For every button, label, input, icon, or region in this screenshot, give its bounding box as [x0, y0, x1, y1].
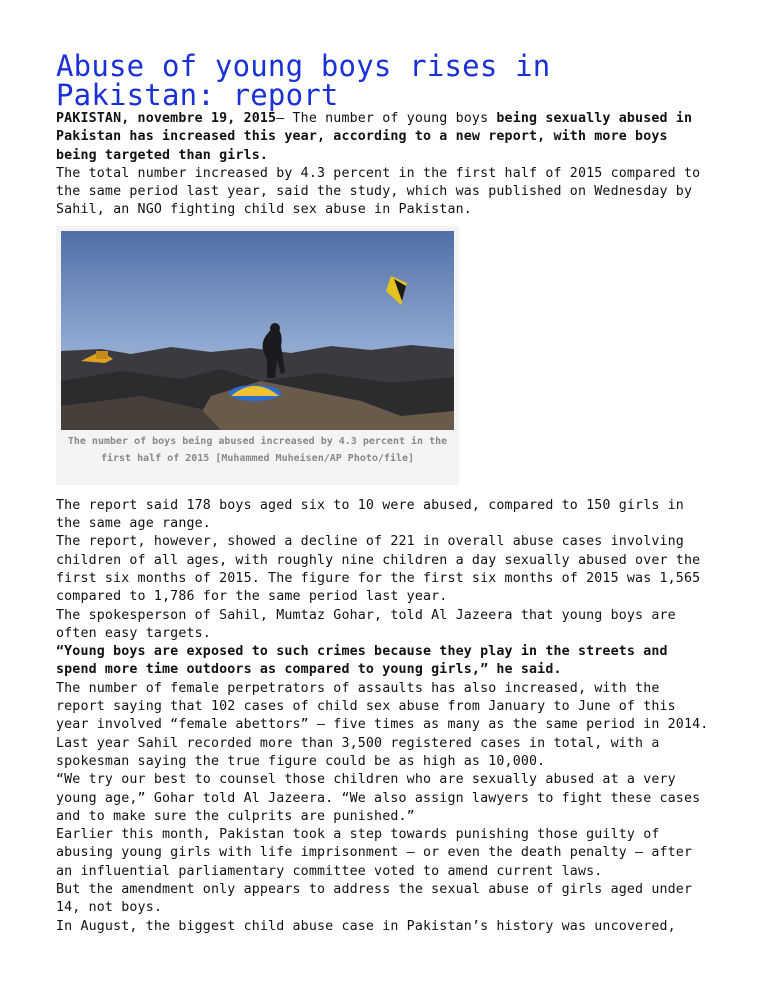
article-photo [61, 231, 454, 430]
paragraph: The number of female perpetrators of assaults has also increased, with the report saying that 102 cases of child sex abuse from January to June of this year involved “female abettors” – five times as many as the same period in 2014. [56, 680, 709, 733]
paragraph: The total number increased by 4.3 percent in the first half of 2015 compared to the same period last year, said the study, which was published on Wednesday by Sahil, an NGO fighting child sex abuse in Pakistan. [56, 165, 709, 218]
article-body [56, 497, 716, 936]
article-figure [56, 226, 459, 485]
paragraph: “We try our best to counsel those children who are sexually abused at a very young age,” Gohar told Al Jazeera. “We also assign lawyers to fight these cases and to make sure the culprits are punished.” [56, 772, 709, 824]
paragraph: Earlier this month, Pakistan took a step towards punishing those guilty of abusing young girls with life imprisonment – or even the death penalty – after an influential parliamentary committee voted to amend current laws. [56, 827, 701, 879]
article-intro [56, 110, 716, 165]
paragraph: But the amendment only appears to address the sexual abuse of girls aged under 14, not boys. [56, 882, 701, 916]
dateline: PAKISTAN, novembre 19, 2015 [56, 111, 277, 126]
paragraph: The report, however, showed a decline of 221 in overall abuse cases involving children of all ages, with roughly nine children a day sexually abused over the first six months of 2015. The figure for the first six months of 2015 was 1,565 compared to 1,786 for the same period last year. [56, 534, 709, 605]
paragraph: The report said 178 boys aged six to 10 were abused, compared to 150 girls in the same age range. [56, 497, 693, 532]
paragraph: In August, the biggest child abuse case in Pakistan’s history was uncovered, [56, 918, 676, 934]
pull-quote-text: “Young boys are exposed to such crimes because they play in the streets and spend more time outdoors as compared to young girls,” he said. [56, 644, 676, 678]
article-title: Abuse of young boys rises in Pakistan: report [56, 49, 551, 112]
paragraph: Last year Sahil recorded more than 3,500 registered cases in total, with a spokesman saying the true figure could be as high as 10,000. [56, 735, 668, 769]
paragraph: The spokesperson of Sahil, Mumtaz Gohar, told Al Jazeera that young boys are often easy targets. [56, 607, 684, 641]
figure-caption: The number of boys being abused increased by 4.3 percent in the first half of 2015 [Muhammed Muheisen/AP Photo/file] [67, 435, 448, 464]
intro-text: – The number of young boys [276, 111, 497, 126]
intro-bold: being sexually abused in Pakistan has increased this year, according to a new report, with more boys being targeted than girls. [56, 111, 701, 163]
pull-quote [56, 643, 716, 680]
article [56, 49, 716, 936]
